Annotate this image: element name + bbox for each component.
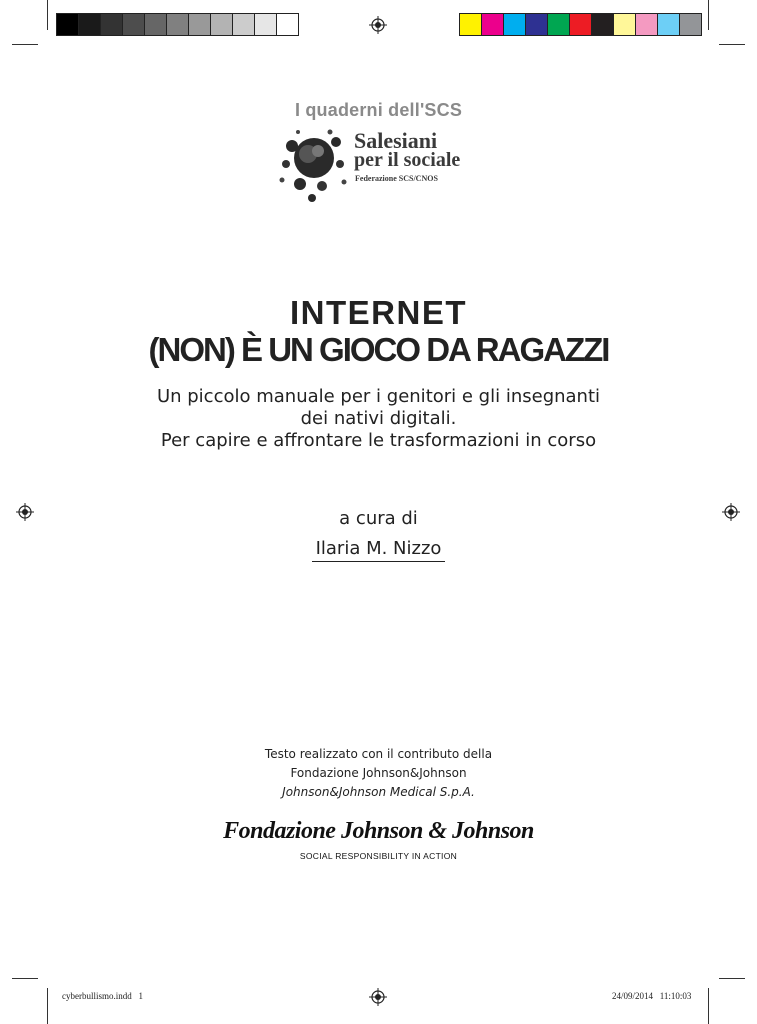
credits [0,745,757,802]
logo-line-1: Salesiani [354,128,438,153]
editor-label: a cura di [339,508,418,529]
crop-mark [708,988,709,1024]
registration-mark-icon [369,988,387,1006]
color-swatch [679,13,702,36]
footer-filename: cyberbullismo.indd 1 [62,991,143,1001]
color-swatch [232,13,255,36]
series-title: I quaderni dell'SCS [294,100,463,120]
color-swatch [56,13,79,36]
color-swatch [503,13,526,36]
logo-line-2: per il sociale [354,149,461,171]
crop-mark [47,988,48,1024]
color-swatch [547,13,570,36]
color-swatch [591,13,614,36]
crop-mark [12,44,38,45]
splash-portrait-icon [278,124,350,204]
credits-line-1: Testo realizzato con il contributo della [264,747,493,761]
sponsor-logo: Fondazione Johnson & Johnson [223,818,534,844]
logo-line-3: Federazione SCS/CNOS [355,174,438,183]
color-swatch [254,13,277,36]
color-swatch [481,13,504,36]
crop-mark [708,0,709,30]
crop-mark [12,978,38,979]
footer-timestamp: 24/09/2014 11:10:03 [612,991,692,1001]
color-swatch [657,13,680,36]
color-swatch [635,13,658,36]
crop-mark [719,44,745,45]
color-swatch [613,13,636,36]
color-swatch [122,13,145,36]
color-swatch [276,13,299,36]
subtitle-line-2: dei nativi digitali. [300,408,457,429]
title-line-2: (NON) È UN GIOCO DA RAGAZZI [148,331,609,368]
subtitle-line-1: Un piccolo manuale per i genitori e gli insegnanti [156,386,601,407]
editor-name-wrap [0,538,757,562]
color-swatch [78,13,101,36]
subtitle-line-3: Per capire e affrontare le trasformazioni in corso [160,430,597,451]
color-bar [459,13,701,36]
sponsor-tagline: SOCIAL RESPONSIBILITY IN ACTION [299,851,458,861]
color-swatch [144,13,167,36]
subtitle [0,386,757,452]
color-swatch [459,13,482,36]
salesiani-logo [278,124,488,204]
color-swatch [188,13,211,36]
grayscale-bar [56,13,298,36]
color-swatch [569,13,592,36]
color-swatch [166,13,189,36]
editor-name: Ilaria M. Nizzo [312,538,446,562]
title-line-1: INTERNET [290,294,467,331]
registration-mark-icon [369,16,387,34]
color-swatch [100,13,123,36]
crop-mark [47,0,48,30]
credits-line-2: Fondazione Johnson&Johnson [290,766,467,780]
crop-mark [719,978,745,979]
color-swatch [210,13,233,36]
credits-line-3: Johnson&Johnson Medical S.p.A. [282,785,475,799]
color-swatch [525,13,548,36]
